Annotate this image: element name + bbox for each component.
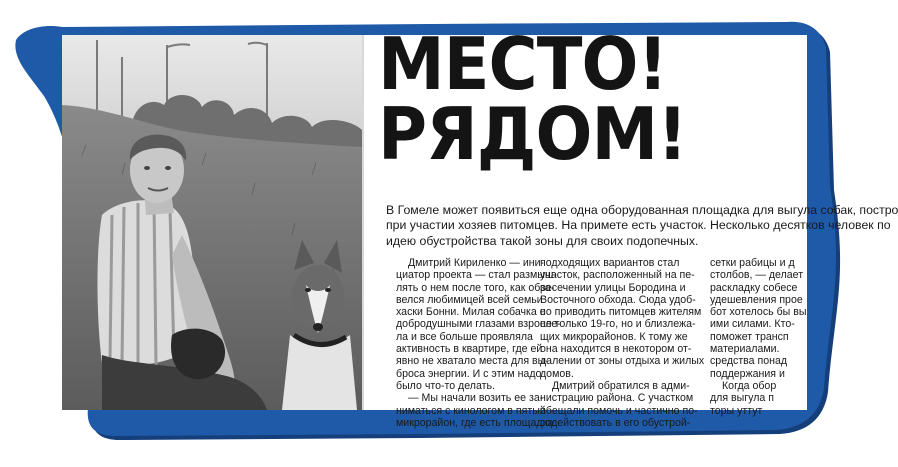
text-line: микрорайон, где есть площадка	[396, 416, 554, 429]
article-photo	[62, 35, 362, 410]
text-line: Дмитрий обратился в адми-	[552, 379, 690, 392]
text-line: ла и все больше проявляла	[396, 330, 533, 343]
text-line: щих микрорайонов. К тому же	[540, 330, 688, 343]
text-line: не только 19-го, но и близлежа-	[540, 318, 696, 331]
text-line: средства понад	[710, 355, 788, 368]
text-line: Восточного обхода. Сюда удоб-	[540, 293, 696, 306]
text-line: велся любимицей всей семьи	[396, 293, 543, 306]
text-line: явно не хватало места для вы-	[396, 355, 549, 368]
lead-line: идею обустройства такой зоны для своих подопечных.	[386, 233, 699, 248]
text-line: домов.	[540, 367, 574, 380]
text-line: поддержания и	[710, 367, 785, 380]
text-line: циатор проекта — стал размыш-	[396, 269, 557, 282]
text-line: материалами.	[710, 343, 780, 356]
text-line: она находится в некотором от-	[540, 343, 692, 356]
text-line: ими силами. Кто-	[710, 318, 795, 331]
text-line: активность в квартире, где ей	[396, 343, 543, 356]
text-line: торы уттут	[710, 404, 763, 417]
lead-line: при участии хозяев питомцев. На примете есть участок. Несколько десятков человек по	[386, 218, 891, 233]
text-line: ресечении улицы Бородина и	[540, 281, 686, 294]
text-line: лять о нем после того, как обза-	[396, 281, 555, 294]
text-line: столбов, — делает	[710, 269, 804, 282]
text-line: удешевления прое	[710, 293, 803, 306]
text-line: далении от зоны отдыха и жилых	[540, 355, 705, 368]
article-lead	[386, 203, 898, 249]
text-line: обещали помочь и частично по-	[540, 404, 698, 417]
article-headline	[378, 22, 687, 176]
text-line: участок, расположенный на пе-	[540, 269, 695, 282]
text-line: Дмитрий Кириленко — ини-	[408, 257, 545, 269]
text-line: нистрацию района. С участком	[540, 392, 694, 405]
text-line: — Мы начали возить ее за-	[408, 392, 544, 405]
text-line: содействовать в его обустрой-	[540, 416, 691, 429]
article-column-3	[710, 257, 830, 417]
text-line: подходящих вариантов стал	[540, 257, 680, 269]
headline-line-1: МЕСТО!	[378, 22, 668, 106]
text-line: ниматься с кинологом в пятый	[396, 404, 546, 417]
article-column-2	[540, 257, 705, 429]
text-line: Когда обор	[722, 379, 777, 392]
text-line: сетки рабицы и д	[710, 257, 795, 269]
text-line: добродушными глазами взросле-	[396, 318, 561, 331]
column-divider	[362, 35, 364, 410]
lead-line: В Гомеле может появиться еще одна оборудованная площадка для выгула собак, постро	[386, 203, 898, 217]
text-line: было что-то делать.	[396, 379, 495, 392]
text-line: раскладку собесе	[710, 281, 798, 294]
text-line: броса энергии. И с этим надо	[396, 367, 542, 380]
text-line: для выгула п	[710, 392, 774, 405]
text-line: но приводить питомцев жителям	[540, 306, 702, 319]
text-line: бот хотелось бы вы	[710, 306, 807, 319]
text-line: хаски Бонни. Милая собачка с	[396, 306, 546, 319]
text-line: поможет трансп	[710, 330, 789, 343]
clipping-paper	[62, 22, 898, 429]
headline-line-2: РЯДОМ!	[378, 92, 687, 176]
